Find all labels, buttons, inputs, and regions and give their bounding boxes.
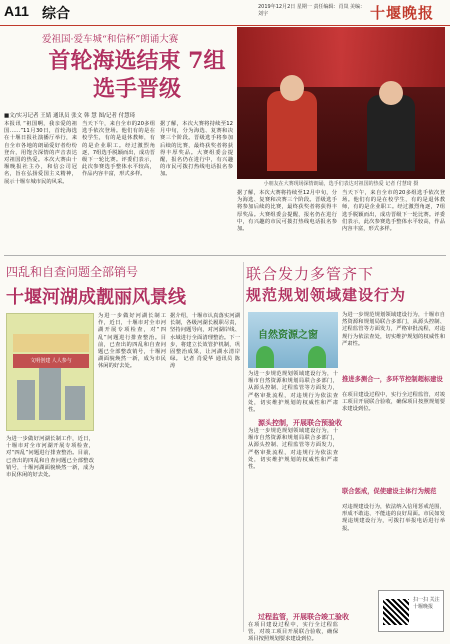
stage-screen [237,27,445,87]
newspaper-logo: 十堰晚报 [370,4,435,22]
top-column-4: 据了解，本次大赛将持续至12月中旬，分为海选、复赛和决赛三个阶段。晋级选手将参加后续的比赛，最终获奖者将获得丰厚奖品。大赛组委会提醒，报名仍在进行中，有兴趣的市民可拨打热线电话报名参加。 [237,190,337,233]
tree-shape [256,346,274,368]
right-intro: 为进一步规范规划领域建设行为，十堰市自然资源和规划局联合多部门，从源头控制、过程监管等方面发力，严格审批流程，对违规行为依法查处，切实维护规划的权威性和严肃性。 [342,312,445,347]
column-banner-image [248,312,338,368]
top-column-1: 本报讯 “祖国啊，我亲爱的祖国……”11月30日，首轮海选在十堰日报社演播厅举行，来自全市各地的朗诵爱好者纷纷登台，用饱含深情的声音表达对祖国的热爱。本次大赛由十堰晚报社主办，和信公司冠名，旨在弘扬爱国主义精神，展示十堰车城市民的风采。 [4,121,77,185]
right-kicker: 联合发力多管齐下 [246,265,375,283]
civic-poster [6,313,94,431]
right-column-e: 对违规建设行为，依法纳入信用惩戒范围，形成不敢违、不能违的良好局面。市民如发现违规建设行为，可拨打举报电话进行举报。 [342,504,445,532]
right-column-b: 为进一步规范规划领域建设行为，十堰市自然资源和规划局联合多部门，从源头控制、过程监管等方面发力，严格审批流程，对违规行为依法查处，切实维护规划的权威性和严肃性。 [248,428,338,471]
qr-code-text: 扫一扫 关注十堰晚报 [413,597,440,610]
right-column-c: 在项目建设过程中，实行全过程监管，对竣工项目开展联合验收，确保项目按照规划要求建设到位。 [248,622,338,643]
poster-building [65,386,85,420]
tree-shape [308,346,326,368]
top-column-3: 据了解，本次大赛将持续至12月中旬，分为海选、复赛和决赛三个阶段。晋级选手将参加后续的比赛，最终获奖者将获得丰厚奖品。大赛组委会提醒，报名仍在进行中，有兴趣的市民可拨打热线电话报名参加。 [160,121,233,178]
poster-building [39,368,61,420]
event-photo [237,27,445,179]
right-subhead-1: 源头控制，开展联合预验收 [258,419,342,427]
issue-date: 2019年12月2日 星期一 责任编辑：肖岚 美编：刘宇 [258,4,366,17]
mid-headline: 十堰河湖成靓丽风景线 [6,287,186,308]
mid-column-a: 为进一步做好河湖长制工作，近日，十堰市对全市河湖开展专项检查，对“四乱”问题进行排查整治。目前，已查出的四乱和自查问题已全部整改销号，十堰河湖面貌焕然一新，成为市民休闲的好去处。 [98,313,166,370]
performer-left [267,91,317,171]
page-header [0,0,450,26]
performer-right [367,95,415,171]
right-column-d: 在项目建设过程中，实行全过程监管，对竣工项目开展联合验收，确保项目按照规划要求建设到位。 [342,392,445,413]
page-number: A11 [4,3,29,19]
right-subhead-4: 联合惩戒，促使建设主体行为规范 [342,488,437,495]
banner-label: 自然资源之窗 [258,330,318,341]
top-kicker: 爱祖国·爱车城“和信杯”朗诵大赛 [42,34,179,45]
mid-column-b: 据介绍，十堰市认真落实河湖长制，各级河湖长履职尽责，坚持问题导向，对河湖岸线、水域进行全面清理整治。下一步，将建立长效管护机制，巩固整治成果，让河湖水清岸绿。 记者 肖爱华 通讯员 陈涛 [170,313,240,370]
column-rule [243,262,244,632]
poster-title-band [13,334,89,352]
right-column-a: 为进一步规范规划领域建设行为，十堰市自然资源和规划局联合多部门，从源头控制、过程监管等方面发力，严格审批流程，对违规行为依法查处，切实维护规划的权威性和严肃性。 [248,371,338,414]
performer-left-head [280,75,304,101]
poster-building [17,380,35,420]
top-byline: ■文/实习记者 王婧 通讯员 张文 韩 慧 图/记者 付慧琦 [4,113,136,119]
mid-column-c: 为进一步做好河湖长制工作，近日，十堰市对全市河湖开展专项检查，对“四乱”问题进行排查整治。目前，已查出的四乱和自查问题已全部整改销号，十堰河湖面貌焕然一新，成为市民休闲的好去处。 [6,436,94,479]
top-headline: 首轮海选结束 7组选手晋级 [48,48,226,102]
qr-code-box[interactable] [378,590,444,632]
top-column-5: 当天下午，来自全市的20多组选手依次登场。他们有的是在校学生，有的是退休教师，有的是企业职工。经过激烈角逐，7组选手脱颖而出，成功晋级下一轮比赛。评委们表示，此次参赛选手整体水平较高，作品内容丰富，形式多样。 [342,190,445,233]
poster-subtitle: 文明创建 人人参与 [13,354,89,368]
qr-code-icon [383,599,409,625]
section-name: 综合 [42,6,70,22]
section-divider [4,255,446,256]
right-subhead-3: 推进多测合一，多环节控制超标建设 [342,376,443,383]
photo-caption: 小朋友在大赛现场深情朗诵，选手们表达对祖国的热爱 记者 付慧琦 摄 [263,181,419,187]
top-column-2: 当天下午，来自全市的20多组选手依次登场。他们有的是在校学生，有的是退休教师，有的是企业职工。经过激烈角逐，7组选手脱颖而出，成功晋级下一轮比赛。评委们表示，此次参赛选手整体水平较高，作品内容丰富，形式多样。 [82,121,155,178]
right-subhead-2: 过程监管，开展联合竣工验收 [258,613,349,621]
right-headline: 规范规划领域建设行为 [246,286,407,304]
performer-right-head [379,81,403,105]
mid-kicker: 四乱和自查问题全部销号 [6,265,139,279]
